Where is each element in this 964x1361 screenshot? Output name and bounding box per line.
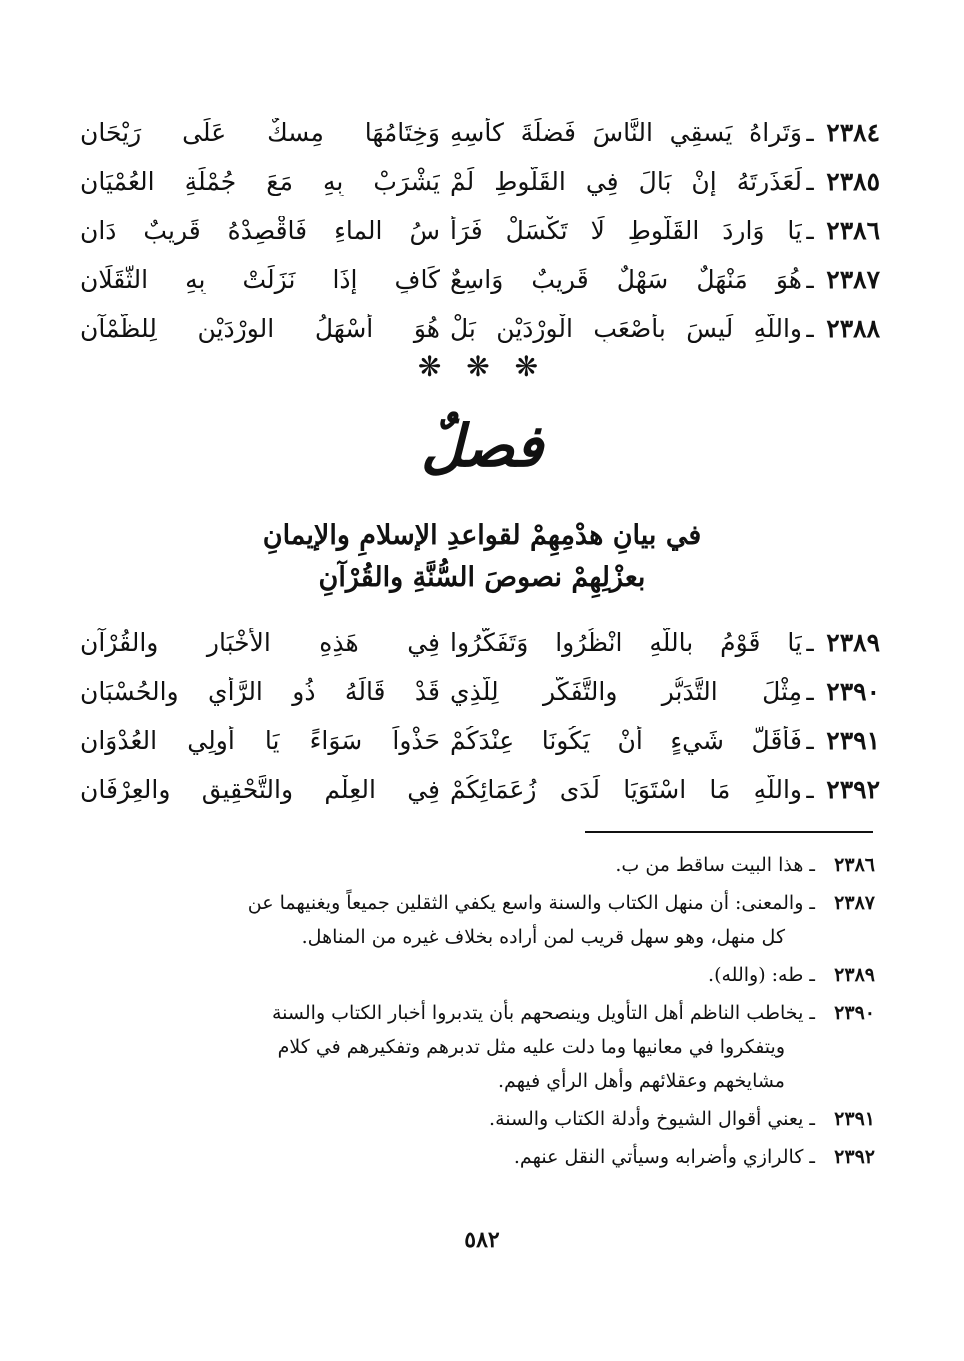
footnote xyxy=(85,958,875,992)
verse-number: ٢٣٩١ xyxy=(826,726,880,755)
footnote-number: ٢٣٨٦ xyxy=(834,854,875,876)
verse-row xyxy=(80,255,880,304)
verse-first-hemistich: مِثْلَ التَّدَبُّرِ والتَّفَكُّرِ لِلَّذِي xyxy=(450,677,802,706)
verse-dash: ـ xyxy=(806,314,814,343)
footnote xyxy=(85,1102,875,1136)
verse-second-hemistich: حَذْواً سَوَاءً يَا أولِي العُدْوَانِ xyxy=(80,726,440,755)
footnote xyxy=(85,1140,875,1174)
verses-block-top xyxy=(80,108,880,353)
verse-dash: ـ xyxy=(806,265,814,294)
verse-dash: ـ xyxy=(806,677,814,706)
footnote-text: والمعنى: أن منهل الكتاب والسنة واسع يكفي الثقلين جميعاً ويغنيهما عن xyxy=(247,892,804,914)
footnote xyxy=(85,886,875,954)
footnote-text: يعني أقوال الشيوخ وأدلة الكتاب والسنة. xyxy=(489,1108,804,1130)
verse-dash: ـ xyxy=(806,628,814,657)
footnote-text: يخاطب الناظم أهل التأويل وينصحهم بأن يتدبروا أخبار الكتاب والسنة xyxy=(272,1002,804,1024)
verse-number: ٢٣٨٩ xyxy=(826,628,880,657)
footnote-dash: ـ xyxy=(809,1146,815,1168)
footnote-dash: ـ xyxy=(809,854,815,876)
verse-row xyxy=(80,206,880,255)
section-separator-stars: ❋ ❋ ❋ xyxy=(417,350,547,383)
verse-number: ٢٣٨٧ xyxy=(826,265,880,294)
verse-second-hemistich: يَشْرَبْ بِهِ مَعَ جُمْلَةِ العُمْيَانِ xyxy=(80,167,440,196)
verse-first-hemistich: هُوَ مَنْهَلٌ سَهْلٌ قَرِيبٌ وَاسِعٌ xyxy=(450,265,802,294)
footnotes xyxy=(85,848,875,1178)
verse-second-hemistich: قَدْ قَالَهُ ذُو الرَّأيِ والحُسْبَانِ xyxy=(80,677,440,706)
footnote-dash: ـ xyxy=(809,1002,815,1024)
verse-first-hemistich: واللَّهِ مَا اسْتَوَيَا لَدَى زُعَمَائِكُمْ xyxy=(450,775,802,804)
verse-number: ٢٣٨٤ xyxy=(826,118,880,147)
verse-second-hemistich: فِي هَذِهِ الأخْبَارِ والقُرْآنِ xyxy=(80,628,440,657)
chapter-heading: فصلٌ xyxy=(421,412,543,480)
verse-row xyxy=(80,108,880,157)
verse-dash: ـ xyxy=(806,216,814,245)
footnote-dash: ـ xyxy=(809,892,815,914)
footnote-text: كالرازي وأضرابه وسيأتي النقل عنهم. xyxy=(513,1146,804,1168)
footnote-number: ٢٣٨٩ xyxy=(834,964,875,986)
footnote-number: ٢٣٩٢ xyxy=(834,1146,875,1168)
verse-dash: ـ xyxy=(806,726,814,755)
footnote-dash: ـ xyxy=(809,1108,815,1130)
footnote-text: طه: (والله). xyxy=(708,964,804,986)
verse-row xyxy=(80,667,880,716)
verse-first-hemistich: فَأقَلُّ شَيءٍ أنْ يَكُونَا عِنْدَكُمْ xyxy=(450,726,802,755)
verse-dash: ـ xyxy=(806,775,814,804)
section-title-line2: بعزْلِهِمْ نصوصَ السُّنَّةِ والقُرْآنِ xyxy=(318,562,646,593)
verse-second-hemistich: كَافٍ إذَا نَزَلَتْ بِهِ الثَّقَلَانِ xyxy=(80,265,440,294)
verse-row xyxy=(80,618,880,667)
verse-row xyxy=(80,716,880,765)
verse-number: ٢٣٨٦ xyxy=(826,216,880,245)
verse-number: ٢٣٩٢ xyxy=(826,775,880,804)
footnote-number: ٢٣٨٧ xyxy=(834,892,875,914)
verse-second-hemistich: فِي العِلْمِ والتَّحْقِيقِ والعِرْفَانِ xyxy=(80,775,440,804)
verse-number: ٢٣٩٠ xyxy=(826,677,880,706)
footnote-text: هذا البيت ساقط من ب. xyxy=(615,854,804,876)
verse-second-hemistich: سُ الماءِ فَاقْصِدْهُ قَرِيبٌ دَانِ xyxy=(80,216,440,245)
verse-row xyxy=(80,157,880,206)
page-number: ٥٨٢ xyxy=(464,1227,500,1253)
verse-number: ٢٣٨٥ xyxy=(826,167,880,196)
footnote-text-continued: ويتفكروا في معانيها وما دلت عليه مثل تدبرهم وتفكيرهم في كلام xyxy=(277,1036,785,1058)
verse-second-hemistich: وَخِتَامُهَا مِسكٌ عَلَى رَيْحَانِ xyxy=(80,118,440,147)
footnote-divider xyxy=(585,831,873,833)
verse-second-hemistich: هُوَ أسْهَلُ الوِرْدَيْنِ لِلظَّمْآنِ xyxy=(80,314,440,343)
verse-row xyxy=(80,304,880,353)
footnote xyxy=(85,848,875,882)
verse-row xyxy=(80,765,880,814)
footnote-text-continued: كل منهل، وهو سهل قريب لمن أراده بخلاف غيره من المناهل. xyxy=(301,926,785,948)
footnote xyxy=(85,996,875,1098)
footnote-number: ٢٣٩٠ xyxy=(834,1002,875,1024)
verse-dash: ـ xyxy=(806,167,814,196)
verse-first-hemistich: لَعَذَرتَهُ إنْ بَالَ فِي القَلُّوطِ لَمْ xyxy=(450,167,802,196)
footnote-number: ٢٣٩١ xyxy=(834,1108,875,1130)
verse-first-hemistich: يَا وَارِدَ القَلُّوطِ لَا تَكْسَلْ فَرَأ xyxy=(450,216,802,245)
verses-block-bottom xyxy=(80,618,880,814)
verse-dash: ـ xyxy=(806,118,814,147)
verse-first-hemistich: واللَّهِ لَيسَ بأصْعَبِ الْوِرْدَيْنِ بَلْ xyxy=(450,314,802,343)
verse-first-hemistich: يَا قَوْمُ باللَّهِ انْظُرُوا وَتَفَكَّرُوا xyxy=(450,628,802,657)
verse-number: ٢٣٨٨ xyxy=(826,314,880,343)
footnote-dash: ـ xyxy=(809,964,815,986)
verse-first-hemistich: وَتَراهُ يَسقِي النَّاسَ فَضلَةَ كأسِهِ xyxy=(450,118,802,147)
footnote-text-continued: مشايخهم وعقلائهم وأهل الرأي فيهم. xyxy=(497,1070,785,1092)
section-title-line1: في بيانِ هدْمِهِمْ لقواعدِ الإسلامِ والإيمانِ xyxy=(262,520,702,551)
